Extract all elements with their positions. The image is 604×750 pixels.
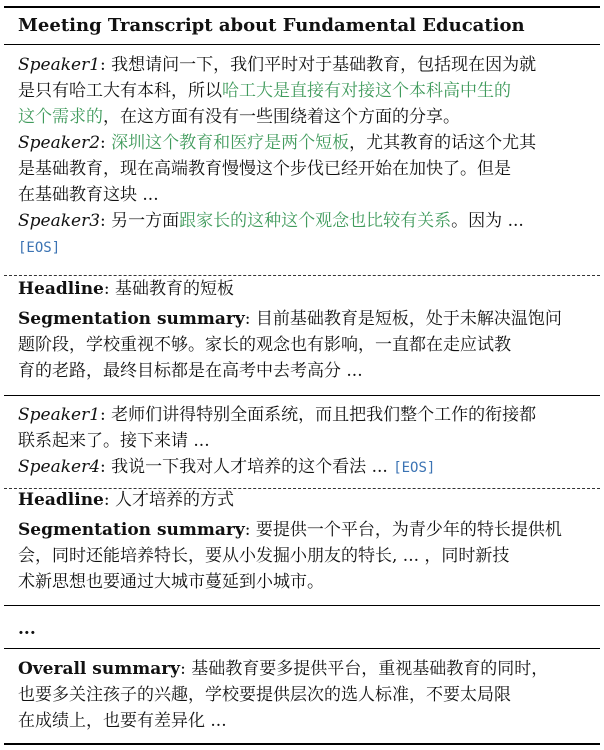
- transcript-line: [18, 234, 590, 260]
- summary-text: 育的老路，最终目标都是在高考中去考高分 ...: [18, 361, 363, 381]
- highlighted-text: 哈工大是直接有对接这个本科高中生的: [222, 81, 511, 101]
- utterance-text: 联系起来了。接下来请 ...: [18, 431, 210, 451]
- summary-text: 题阶段，学校重视不够。家长的观念也有影响，一直都在走应试教: [18, 335, 511, 355]
- highlighted-text: 深圳这个教育和医疗是两个短板: [111, 133, 350, 153]
- utterance-text: 是基础教育，现在高端教育慢慢这个步伐已经开始在加快了。但是: [18, 159, 511, 179]
- more-segments-block: [18, 616, 590, 642]
- summary-line: [18, 358, 590, 384]
- headline-label: Headline: [18, 490, 104, 510]
- summary-line: [18, 543, 590, 569]
- headline-line: [18, 487, 590, 513]
- transcript-line: [18, 454, 590, 480]
- utterance-text: : 老师们讲得特别全面系统，而且把我们整个工作的衔接都: [100, 405, 537, 425]
- headline-text: : 人才培养的方式: [103, 490, 235, 510]
- overall-summary-text: 在成绩上，也要有差异化 ...: [18, 711, 227, 731]
- eos-token: [EOS]: [393, 460, 436, 476]
- highlighted-text: 跟家长的这种这个观念也比较有关系: [179, 211, 452, 231]
- top-rule: [4, 6, 600, 8]
- speaker-name: Speaker4: [18, 457, 101, 477]
- utterance-text: : 我说一下我对人才培养的这个看法 ...: [100, 457, 394, 477]
- bottom-rule: [4, 743, 600, 745]
- headline-line: [18, 276, 590, 302]
- transcript-line: [18, 208, 590, 234]
- segment-separator-rule: [4, 395, 600, 396]
- title-rule: [4, 44, 600, 45]
- transcript-line: [18, 156, 590, 182]
- transcript-line: [18, 78, 590, 104]
- speaker-name: Speaker1: [18, 55, 101, 75]
- transcript-line: [18, 130, 590, 156]
- figure-title: Meeting Transcript about Fundamental Education: [18, 15, 525, 36]
- summary-line: [18, 569, 590, 595]
- figure-title-block: [18, 13, 590, 39]
- segment-1-summary: [18, 276, 590, 384]
- overall-summary-text: 也要多关注孩子的兴趣，学校要提供层次的选人标准，不要太局限: [18, 685, 511, 705]
- summary-line: [18, 517, 590, 543]
- utterance-text: : 我想请问一下，我们平时对于基础教育，包括现在因为就: [100, 55, 537, 75]
- summary-text: 会，同时还能培养特长，要从小发掘小朋友的特长, ... ，同时新技: [18, 546, 510, 566]
- transcript-line: [18, 428, 590, 454]
- utterance-text: 。因为 ...: [451, 211, 524, 231]
- utterance-text: ，尤其教育的话这个尤其: [349, 133, 537, 153]
- utterance-text: 在基础教育这块 ...: [18, 185, 159, 205]
- headline-label: Headline: [18, 279, 104, 299]
- transcript-line: [18, 402, 590, 428]
- overall-summary-text: : 基础教育要多提供平台，重视基础教育的同时，: [180, 659, 549, 679]
- overall-summary-label: Overall summary: [18, 659, 181, 679]
- overall-summary-line: [18, 656, 590, 682]
- more-segments-ellipsis: ...: [18, 619, 36, 639]
- overall-summary-line: [18, 682, 590, 708]
- summary-line: [18, 306, 590, 332]
- utterance-text: 是只有哈工大有本科，所以: [18, 81, 222, 101]
- utterance-text: ，在这方面有没有一些围绕着这个方面的分享。: [103, 107, 460, 127]
- summary-text: 术新思想也要通过大城市蔓延到小城市。: [18, 572, 324, 592]
- summary-label: Segmentation summary: [18, 520, 245, 540]
- segment-separator-rule: [4, 605, 600, 606]
- headline-text: : 基础教育的短板: [103, 279, 235, 299]
- utterance-text: :: [100, 133, 112, 153]
- highlighted-text: 这个需求的: [18, 107, 103, 127]
- utterance-text: : 另一方面: [100, 211, 180, 231]
- overall-summary-line: [18, 708, 590, 734]
- summary-text: : 要提供一个平台，为青少年的特长提供机: [244, 520, 562, 540]
- speaker-name: Speaker2: [18, 133, 101, 153]
- speaker-name: Speaker1: [18, 405, 101, 425]
- overall-separator-rule: [4, 648, 600, 649]
- summary-label: Segmentation summary: [18, 309, 245, 329]
- segment-2-summary: [18, 487, 590, 595]
- summary-line: [18, 332, 590, 358]
- transcript-line: [18, 52, 590, 78]
- transcript-line: [18, 182, 590, 208]
- transcript-line: [18, 104, 590, 130]
- segment-1-transcript: [18, 52, 590, 260]
- summary-text: : 目前基础教育是短板，处于未解决温饱问: [244, 309, 562, 329]
- speaker-name: Speaker3: [18, 211, 101, 231]
- segment-2-transcript: [18, 402, 590, 480]
- overall-summary: [18, 656, 590, 734]
- eos-token: [EOS]: [18, 240, 61, 256]
